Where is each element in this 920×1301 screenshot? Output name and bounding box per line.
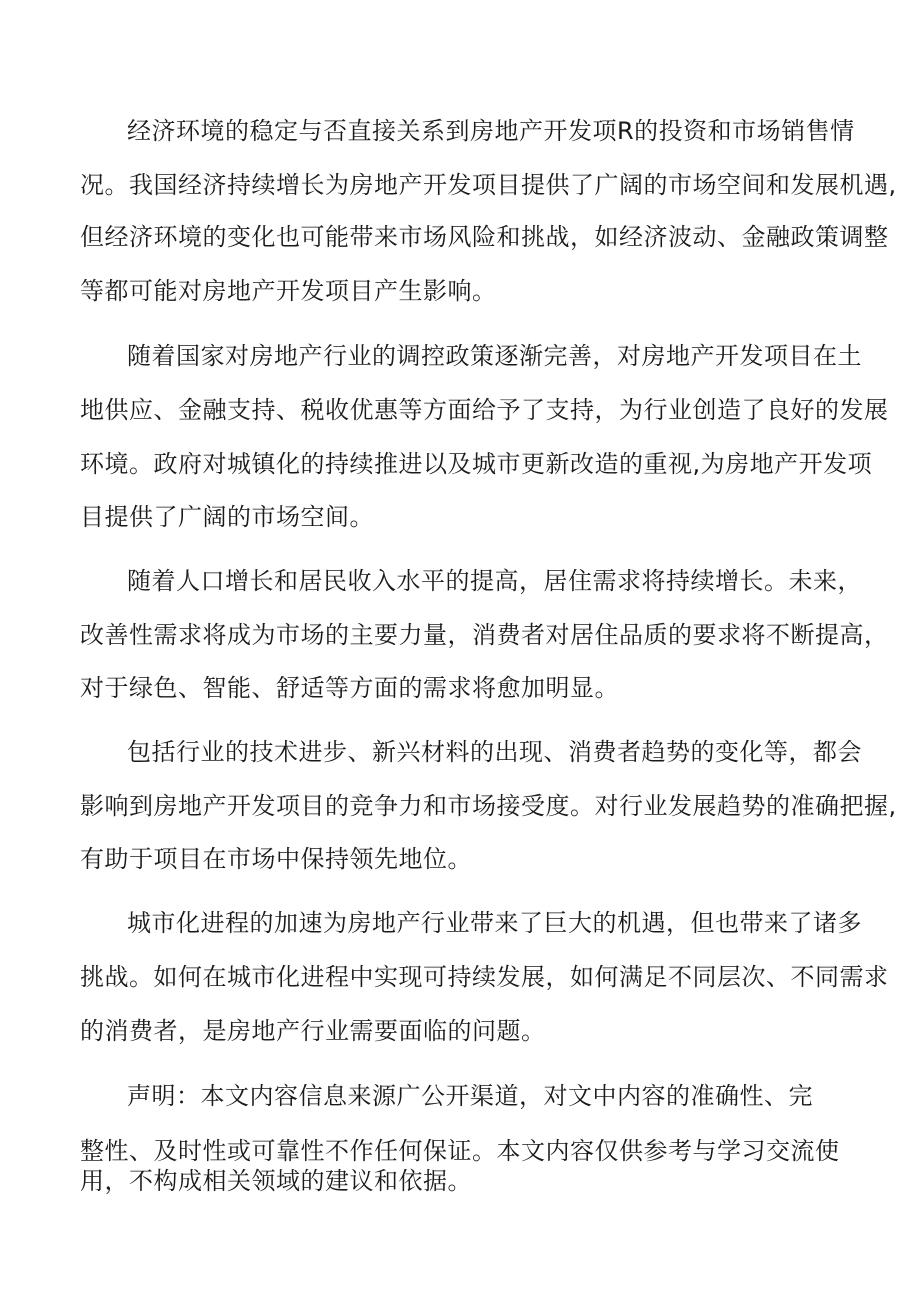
paragraph-3-line-2: 改善性需求将成为市场的主要力量，消费者对居住品质的要求将不断提高， xyxy=(80,621,889,649)
paragraph-2-line-4: 目提供了广阔的市场空间。 xyxy=(80,503,374,531)
paragraph-2-line-1: 随着国家对房地产行业的调控政策逐渐完善，对房地产开发项目在土 xyxy=(127,342,862,370)
disclaimer-line-2: 整性、及时性或可靠性不作任何保证。本文内容仅供参考与学习交流使 xyxy=(80,1137,840,1165)
paragraph-1-line-3: 但经济环境的变化也可能带来市场风险和挑战，如经济波动、金融政策调整 xyxy=(80,223,889,251)
paragraph-2-line-3: 环境。政府对城镇化的持续推进以及城市更新改造的重视,为房地产开发项 xyxy=(80,450,873,478)
paragraph-1-line-4: 等都可能对房地产开发项目产生影响。 xyxy=(80,277,497,305)
paragraph-3-line-3: 对于绿色、智能、舒适等方面的需求将愈加明显。 xyxy=(80,674,619,702)
paragraph-5-line-1: 城市化进程的加速为房地产行业带来了巨大的机遇，但也带来了诸多 xyxy=(127,909,862,937)
paragraph-3-line-1: 随着人口增长和居民收入水平的提高，居住需求将持续增长。未来， xyxy=(127,567,862,595)
paragraph-5-line-2: 挑战。如何在城市化进程中实现可持续发展，如何满足不同层次、不同需求 xyxy=(80,963,889,991)
paragraph-4-line-3: 有助于项目在市场中保持领先地位。 xyxy=(80,845,472,873)
paragraph-1-line-2: 况。我国经济持续增长为房地产开发项目提供了广阔的市场空间和发展机遇, xyxy=(80,171,897,199)
paragraph-4-line-2: 影响到房地产开发项目的竞争力和市场接受度。对行业发展趋势的准确把握, xyxy=(80,792,897,820)
paragraph-2-line-2: 地供应、金融支持、税收优惠等方面给予了支持，为行业创造了良好的发展 xyxy=(80,396,889,424)
disclaimer-line-1: 声明：本文内容信息来源广公开渠道，对文中内容的准确性、完 xyxy=(127,1082,813,1110)
paragraph-1-line-1: 经济环境的稳定与否直接关系到房地产开发项R的投资和市场销售情 xyxy=(127,117,855,145)
paragraph-5-line-3: 的消费者，是房地产行业需要面临的问题。 xyxy=(80,1017,546,1045)
paragraph-4-line-1: 包括行业的技术进步、新兴材料的出现、消费者趋势的变化等，都会 xyxy=(127,738,862,766)
disclaimer-line-3: 用，不构成相关领域的建议和依据。 xyxy=(80,1167,472,1195)
